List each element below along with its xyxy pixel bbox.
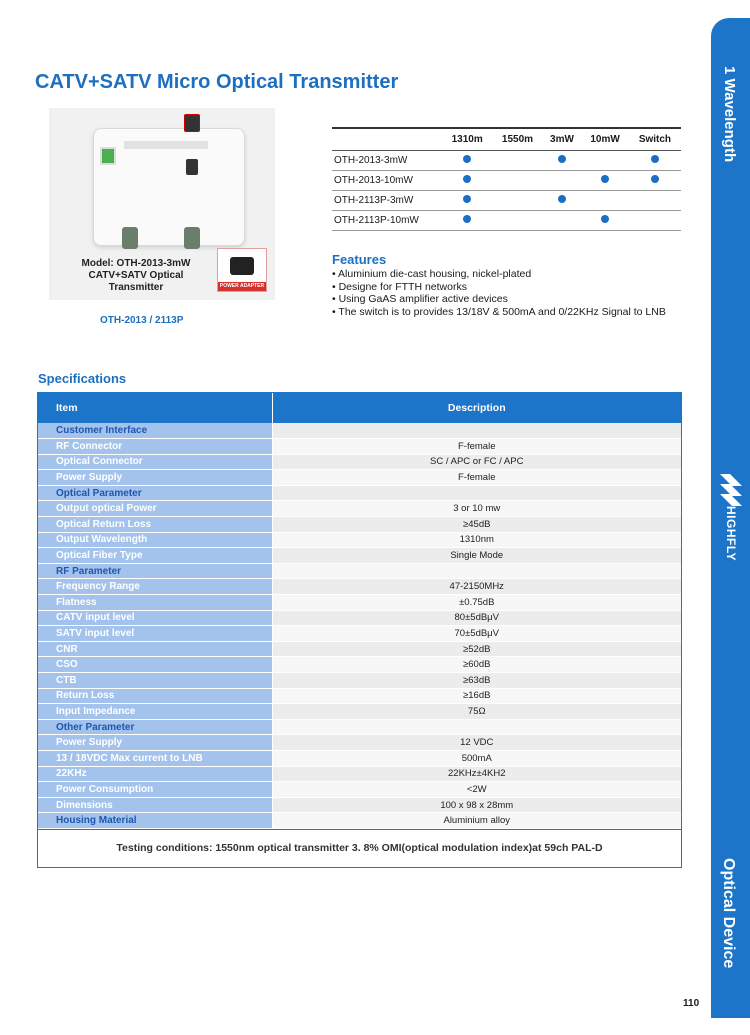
spec-item: Output optical Power: [38, 501, 272, 517]
spec-table: [38, 393, 681, 829]
side-category-top: 1 Wavelength: [721, 66, 738, 163]
spec-value: ≥60dB: [272, 657, 681, 673]
model-mark-cell: [581, 150, 629, 170]
bullet-dot-icon: [463, 175, 471, 183]
spec-value: [272, 485, 681, 501]
spec-value: <2W: [272, 782, 681, 798]
rf-connector-icon: [184, 227, 200, 249]
spec-item: Optical Fiber Type: [38, 548, 272, 564]
table-row: [38, 657, 681, 673]
model-header-cell: Switch: [629, 128, 681, 150]
model-header-cell: 1550m: [492, 128, 542, 150]
table-row: [38, 548, 681, 564]
spec-item: Customer Interface: [38, 423, 272, 439]
model-name: OTH-2113P-3mW: [332, 190, 442, 210]
model-mark-cell: [492, 150, 542, 170]
feature-item: • The switch is to provides 13/18V & 500mA and 0/22KHz Signal to LNB: [332, 306, 666, 319]
bullet-dot-icon: [463, 215, 471, 223]
spec-value: 3 or 10 mw: [272, 501, 681, 517]
product-image: [49, 108, 275, 300]
model-mark-cell: [629, 190, 681, 210]
table-row: [38, 766, 681, 782]
spec-item: CTB: [38, 673, 272, 689]
table-row: [38, 439, 681, 455]
bullet-dot-icon: [558, 155, 566, 163]
device-label-strip: [124, 141, 208, 149]
spec-value: 80±5dBμV: [272, 610, 681, 626]
model-mark-cell: [629, 170, 681, 190]
model-mark-cell: [629, 210, 681, 230]
spec-header-item: Item: [38, 393, 272, 423]
bullet-dot-icon: [463, 155, 471, 163]
switch-closeup-icon: [184, 114, 200, 132]
spec-value: Single Mode: [272, 548, 681, 564]
table-row: [38, 454, 681, 470]
table-row: [332, 170, 681, 190]
spec-item: CNR: [38, 641, 272, 657]
model-mark-cell: [442, 190, 492, 210]
spec-header-description: Description: [272, 393, 681, 423]
specifications-table: [37, 392, 682, 868]
spec-value: ≥45dB: [272, 517, 681, 533]
model-mark-cell: [543, 170, 582, 190]
bullet-dot-icon: [651, 175, 659, 183]
table-row: [38, 626, 681, 642]
spec-item: Frequency Range: [38, 579, 272, 595]
spec-item: RF Parameter: [38, 563, 272, 579]
spec-item: Power Supply: [38, 735, 272, 751]
adapter-tag: POWER ADAPTER: [219, 283, 265, 289]
bullet-dot-icon: [463, 195, 471, 203]
table-row: [38, 517, 681, 533]
table-row: [38, 501, 681, 517]
table-row: [332, 210, 681, 230]
table-row: [38, 735, 681, 751]
spec-item: CSO: [38, 657, 272, 673]
spec-value: 500mA: [272, 750, 681, 766]
spec-item: Housing Material: [38, 813, 272, 829]
features-list: [332, 268, 666, 318]
spec-item: Other Parameter: [38, 719, 272, 735]
model-mark-cell: [581, 190, 629, 210]
power-adapter-icon: [217, 248, 267, 292]
spec-value: 22KHz±4KH2: [272, 766, 681, 782]
spec-item: Dimensions: [38, 797, 272, 813]
spec-item: Return Loss: [38, 688, 272, 704]
spec-item: Power Consumption: [38, 782, 272, 798]
device-switch-icon: [186, 159, 198, 175]
table-row: [38, 610, 681, 626]
table-row: [38, 719, 681, 735]
page-title: CATV+SATV Micro Optical Transmitter: [35, 71, 399, 93]
model-name: OTH-2113P-10mW: [332, 210, 442, 230]
spec-table-body: [38, 423, 681, 828]
spec-item: 13 / 18VDC Max current to LNB: [38, 750, 272, 766]
table-row: [332, 150, 681, 170]
table-row: [38, 750, 681, 766]
spec-value: 12 VDC: [272, 735, 681, 751]
spec-item: Optical Return Loss: [38, 517, 272, 533]
model-table-body: [332, 150, 681, 230]
model-mark-cell: [581, 210, 629, 230]
table-row: [38, 579, 681, 595]
model-mark-cell: [442, 150, 492, 170]
rf-connector-icon: [122, 227, 138, 249]
sc-connector-icon: [100, 147, 116, 165]
spec-value: ≥63dB: [272, 673, 681, 689]
feature-item: • Designe for FTTH networks: [332, 281, 666, 294]
table-row: [38, 485, 681, 501]
table-row: [38, 641, 681, 657]
model-mark-cell: [629, 150, 681, 170]
table-row: [38, 704, 681, 720]
spec-value: F-female: [272, 470, 681, 486]
model-mark-cell: [492, 190, 542, 210]
spec-value: 70±5dBμV: [272, 626, 681, 642]
spec-value: 1310nm: [272, 532, 681, 548]
table-row: [38, 470, 681, 486]
side-category-bottom: Optical Device: [720, 858, 737, 969]
spec-value: ≥52dB: [272, 641, 681, 657]
spec-value: Aluminium alloy: [272, 813, 681, 829]
model-name: OTH-2013-10mW: [332, 170, 442, 190]
model-header-cell: 3mW: [543, 128, 582, 150]
spec-item: Input Impedance: [38, 704, 272, 720]
feature-item: • Using GaAS amplifier active devices: [332, 293, 666, 306]
product-caption: OTH-2013 / 2113P: [100, 315, 184, 326]
brand-name: HIGHFLY: [724, 506, 738, 562]
model-mark-cell: [543, 210, 582, 230]
model-name: OTH-2013-3mW: [332, 150, 442, 170]
table-row: [38, 688, 681, 704]
spec-value: ±0.75dB: [272, 595, 681, 611]
spec-item: Optical Connector: [38, 454, 272, 470]
model-mark-cell: [543, 190, 582, 210]
model-header-cell: [332, 128, 442, 150]
spec-value: 75Ω: [272, 704, 681, 720]
model-mark-cell: [492, 210, 542, 230]
bullet-dot-icon: [601, 215, 609, 223]
table-row: [38, 797, 681, 813]
table-row: [38, 532, 681, 548]
model-mark-cell: [492, 170, 542, 190]
model-line-2: CATV+SATV Optical Transmitter: [88, 270, 184, 293]
model-table-header: [332, 128, 681, 150]
model-mark-cell: [442, 170, 492, 190]
spec-value: 100 x 98 x 28mm: [272, 797, 681, 813]
spec-item: 22KHz: [38, 766, 272, 782]
spec-item: CATV input level: [38, 610, 272, 626]
spec-item: Flatness: [38, 595, 272, 611]
model-mark-cell: [543, 150, 582, 170]
model-header-cell: 10mW: [581, 128, 629, 150]
bullet-dot-icon: [651, 155, 659, 163]
model-header-cell: 1310m: [442, 128, 492, 150]
table-row: [38, 782, 681, 798]
table-row: [332, 190, 681, 210]
spec-value: [272, 719, 681, 735]
spec-value: 47-2150MHz: [272, 579, 681, 595]
spec-item: RF Connector: [38, 439, 272, 455]
model-mark-cell: [442, 210, 492, 230]
bullet-dot-icon: [601, 175, 609, 183]
features-title: Features: [332, 252, 387, 267]
model-line-1: Model: OTH-2013-3mW: [81, 258, 191, 269]
specifications-title: Specifications: [38, 371, 127, 386]
transmitter-device-icon: [93, 128, 245, 246]
table-row: [38, 595, 681, 611]
spec-item: SATV input level: [38, 626, 272, 642]
bullet-dot-icon: [558, 195, 566, 203]
spec-value: F-female: [272, 439, 681, 455]
product-model-text: [61, 258, 211, 294]
testing-conditions-note: Testing conditions: 1550nm optical transmitter 3. 8% OMI(optical modulation index)at 59ch PAL-D: [38, 829, 681, 867]
spec-item: Output Wavelength: [38, 532, 272, 548]
spec-value: SC / APC or FC / APC: [272, 454, 681, 470]
spec-value: [272, 563, 681, 579]
spec-item: Optical Parameter: [38, 485, 272, 501]
model-mark-cell: [581, 170, 629, 190]
spec-value: ≥16dB: [272, 688, 681, 704]
table-row: [38, 813, 681, 829]
spec-item: Power Supply: [38, 470, 272, 486]
table-row: [38, 423, 681, 439]
feature-item: • Aluminium die-cast housing, nickel-plated: [332, 268, 666, 281]
spec-value: [272, 423, 681, 439]
table-row: [38, 673, 681, 689]
spec-header-row: [38, 393, 681, 423]
model-table: [332, 127, 681, 231]
adapter-body: [230, 257, 254, 275]
table-row: [38, 563, 681, 579]
page-number: 110: [683, 998, 700, 1009]
